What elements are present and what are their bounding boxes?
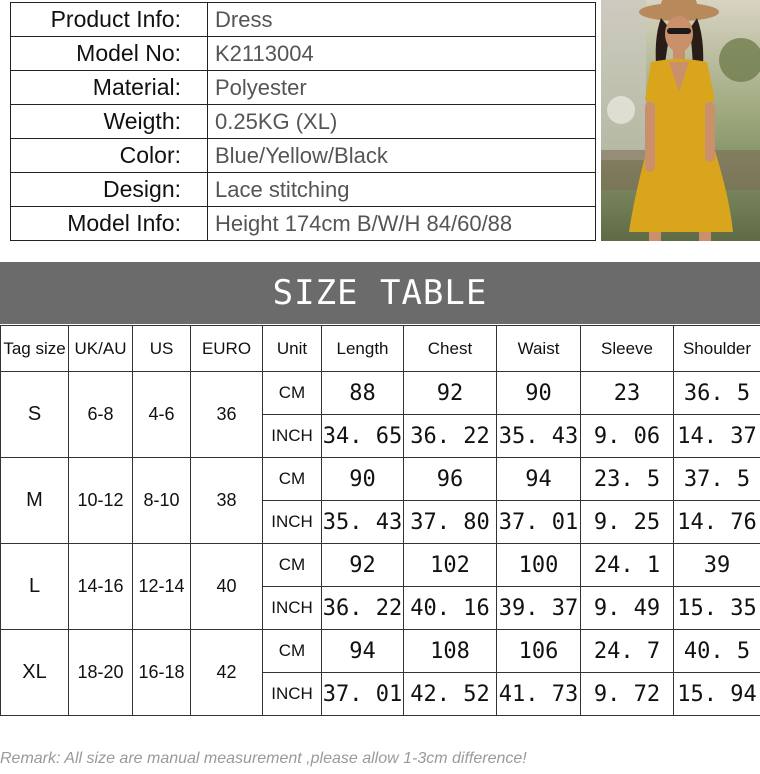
measurement-cell: 102 [404, 544, 497, 587]
info-label: Model Info: [11, 207, 208, 241]
measurement-cell: 9. 49 [581, 587, 674, 630]
remark-note: Remark: All size are manual measurement ,please allow 1-3cm difference! [0, 750, 527, 767]
euro-cell: 40 [191, 544, 263, 630]
info-value: Polyester [208, 71, 596, 105]
measurement-cell: 36. 22 [322, 587, 404, 630]
info-row [11, 173, 596, 207]
size-row-cm [1, 630, 760, 673]
unit-cell: INCH [263, 673, 322, 716]
measurement-cell: 106 [497, 630, 581, 673]
measurement-cell: 23 [581, 372, 674, 415]
column-header: Length [322, 326, 404, 372]
measurement-cell: 36. 5 [674, 372, 760, 415]
unit-cell: CM [263, 372, 322, 415]
measurement-cell: 94 [497, 458, 581, 501]
column-header: Chest [404, 326, 497, 372]
measurement-cell: 88 [322, 372, 404, 415]
measurement-cell: 37. 01 [322, 673, 404, 716]
info-label: Design: [11, 173, 208, 207]
measurement-cell: 39. 37 [497, 587, 581, 630]
uk-au-cell: 10-12 [69, 458, 133, 544]
info-value: Blue/Yellow/Black [208, 139, 596, 173]
unit-cell: INCH [263, 415, 322, 458]
column-header: Unit [263, 326, 322, 372]
info-value: Dress [208, 3, 596, 37]
measurement-cell: 9. 25 [581, 501, 674, 544]
column-header: Waist [497, 326, 581, 372]
measurement-cell: 100 [497, 544, 581, 587]
uk-au-cell: 18-20 [69, 630, 133, 716]
uk-au-cell: 14-16 [69, 544, 133, 630]
measurement-cell: 15. 94 [674, 673, 760, 716]
info-row [11, 105, 596, 139]
us-cell: 4-6 [133, 372, 191, 458]
tag-size-cell: M [1, 458, 69, 544]
measurement-cell: 92 [404, 372, 497, 415]
column-header: US [133, 326, 191, 372]
tag-size-cell: S [1, 372, 69, 458]
euro-cell: 42 [191, 630, 263, 716]
info-value: 0.25KG (XL) [208, 105, 596, 139]
measurement-cell: 23. 5 [581, 458, 674, 501]
size-row-cm [1, 544, 760, 587]
measurement-cell: 37. 01 [497, 501, 581, 544]
info-row [11, 71, 596, 105]
measurement-cell: 108 [404, 630, 497, 673]
measurement-cell: 40. 5 [674, 630, 760, 673]
measurement-cell: 14. 76 [674, 501, 760, 544]
info-label: Material: [11, 71, 208, 105]
us-cell: 16-18 [133, 630, 191, 716]
measurement-cell: 35. 43 [322, 501, 404, 544]
measurement-cell: 96 [404, 458, 497, 501]
measurement-cell: 40. 16 [404, 587, 497, 630]
measurement-cell: 37. 80 [404, 501, 497, 544]
info-label: Product Info: [11, 3, 208, 37]
size-table [0, 325, 760, 716]
size-table-title: SIZE TABLE [0, 262, 760, 324]
size-row-cm [1, 372, 760, 415]
model-photo [601, 0, 760, 241]
us-cell: 8-10 [133, 458, 191, 544]
column-header: UK/AU [69, 326, 133, 372]
measurement-cell: 24. 7 [581, 630, 674, 673]
info-row [11, 139, 596, 173]
unit-cell: CM [263, 458, 322, 501]
measurement-cell: 94 [322, 630, 404, 673]
tag-size-cell: XL [1, 630, 69, 716]
us-cell: 12-14 [133, 544, 191, 630]
tag-size-cell: L [1, 544, 69, 630]
model-photo-image [601, 0, 760, 241]
info-row [11, 207, 596, 241]
unit-cell: CM [263, 544, 322, 587]
info-label: Weigth: [11, 105, 208, 139]
measurement-cell: 35. 43 [497, 415, 581, 458]
measurement-cell: 41. 73 [497, 673, 581, 716]
measurement-cell: 37. 5 [674, 458, 760, 501]
product-info-table [10, 2, 596, 241]
column-header: Sleeve [581, 326, 674, 372]
measurement-cell: 9. 06 [581, 415, 674, 458]
measurement-cell: 15. 35 [674, 587, 760, 630]
info-value: K2113004 [208, 37, 596, 71]
column-header: EURO [191, 326, 263, 372]
measurement-cell: 42. 52 [404, 673, 497, 716]
measurement-cell: 36. 22 [404, 415, 497, 458]
uk-au-cell: 6-8 [69, 372, 133, 458]
measurement-cell: 39 [674, 544, 760, 587]
column-header: Shoulder [674, 326, 760, 372]
info-label: Model No: [11, 37, 208, 71]
measurement-cell: 90 [497, 372, 581, 415]
measurement-cell: 14. 37 [674, 415, 760, 458]
info-row [11, 37, 596, 71]
size-row-cm [1, 458, 760, 501]
euro-cell: 36 [191, 372, 263, 458]
info-value: Height 174cm B/W/H 84/60/88 [208, 207, 596, 241]
info-value: Lace stitching [208, 173, 596, 207]
measurement-cell: 34. 65 [322, 415, 404, 458]
measurement-cell: 9. 72 [581, 673, 674, 716]
info-row [11, 3, 596, 37]
euro-cell: 38 [191, 458, 263, 544]
measurement-cell: 24. 1 [581, 544, 674, 587]
measurement-cell: 92 [322, 544, 404, 587]
info-label: Color: [11, 139, 208, 173]
unit-cell: INCH [263, 501, 322, 544]
unit-cell: CM [263, 630, 322, 673]
column-header: Tag size [1, 326, 69, 372]
measurement-cell: 90 [322, 458, 404, 501]
unit-cell: INCH [263, 587, 322, 630]
